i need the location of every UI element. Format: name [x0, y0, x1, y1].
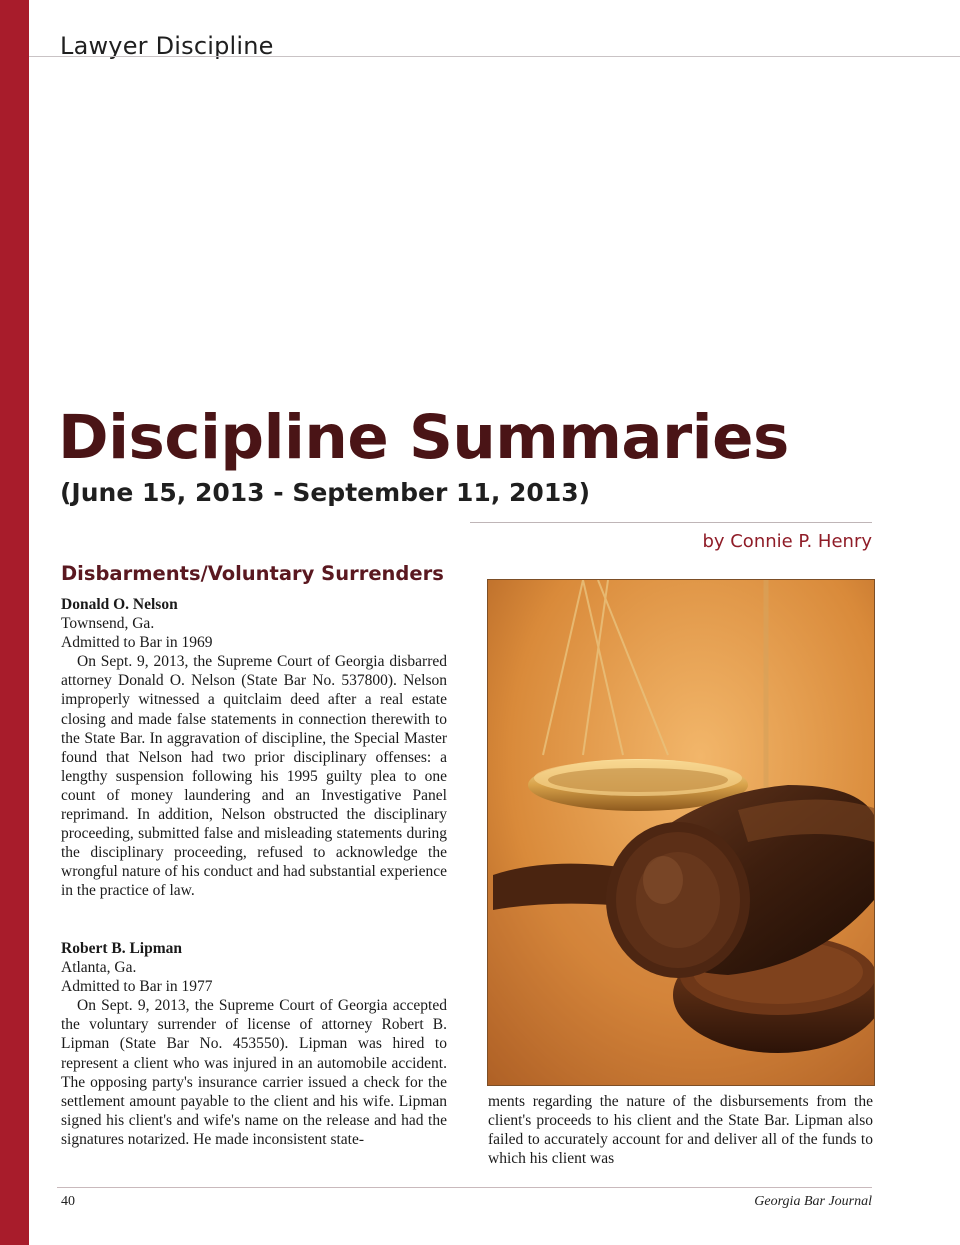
entry-name: Donald O. Nelson [61, 596, 178, 613]
entry-location: Townsend, Ga. [61, 615, 155, 633]
header-rule [29, 56, 960, 57]
entry-location: Atlanta, Ga. [61, 959, 137, 977]
title-rule [470, 522, 872, 523]
footer-rule [57, 1187, 872, 1188]
entry-lipman [61, 939, 447, 1149]
page-number: 40 [61, 1194, 75, 1209]
journal-name: Georgia Bar Journal [754, 1194, 872, 1209]
section-heading: Disbarments/Voluntary Surrenders [61, 562, 444, 585]
gavel-scales-image [487, 579, 875, 1086]
entry-body: On Sept. 9, 2013, the Supreme Court of Georgia disbarred attorney Donald O. Nelson (State Bar No. 537800). Nelson improperly witnessed a quitclaim deed after a real estate closing and made false statements in connection therewith to the State Bar. In aggravation of discipline, the Special Master found that Nelson had two prior disciplinary offenses: a lengthy suspension following his 1995 guilty plea to one count of money laundering and an Investigative Panel reprimand. In addition, Nelson obstructed the disciplinary proceeding, submitted false and misleading statements during the disciplinary proceeding, refused to acknowledge the wrongful nature of his conduct and had substantial experience in the practice of law. [61, 653, 447, 900]
left-accent-bar [0, 0, 29, 1245]
entry-admitted: Admitted to Bar in 1969 [61, 634, 213, 652]
section-header: Lawyer Discipline [60, 32, 274, 60]
byline: by Connie P. Henry [702, 531, 872, 552]
entry-name: Robert B. Lipman [61, 940, 182, 957]
entry-admitted: Admitted to Bar in 1977 [61, 978, 213, 996]
entry-nelson [61, 595, 447, 901]
entry-body-continued: ments regarding the nature of the disbursements from the client's proceeds to his client and the State Bar. Lipman also failed to accurately account for and deliver all of the funds to which his client was [488, 1093, 873, 1168]
entry-body: On Sept. 9, 2013, the Supreme Court of Georgia accepted the voluntary surrender of license of attorney Robert B. Lipman (State Bar No. 453550). Lipman was hired to represent a client who was injured in an automobile accident. The opposing party's insurance carrier issued a check for the settlement amount payable to the client and his wife. Lipman signed his client's and wife's name on the release and had the signatures notarized. He made inconsistent state- [61, 997, 447, 1148]
page-title: Discipline Summaries [58, 402, 789, 473]
date-range-subtitle: (June 15, 2013 - September 11, 2013) [60, 478, 591, 507]
entry-lipman-continued [488, 1092, 873, 1168]
